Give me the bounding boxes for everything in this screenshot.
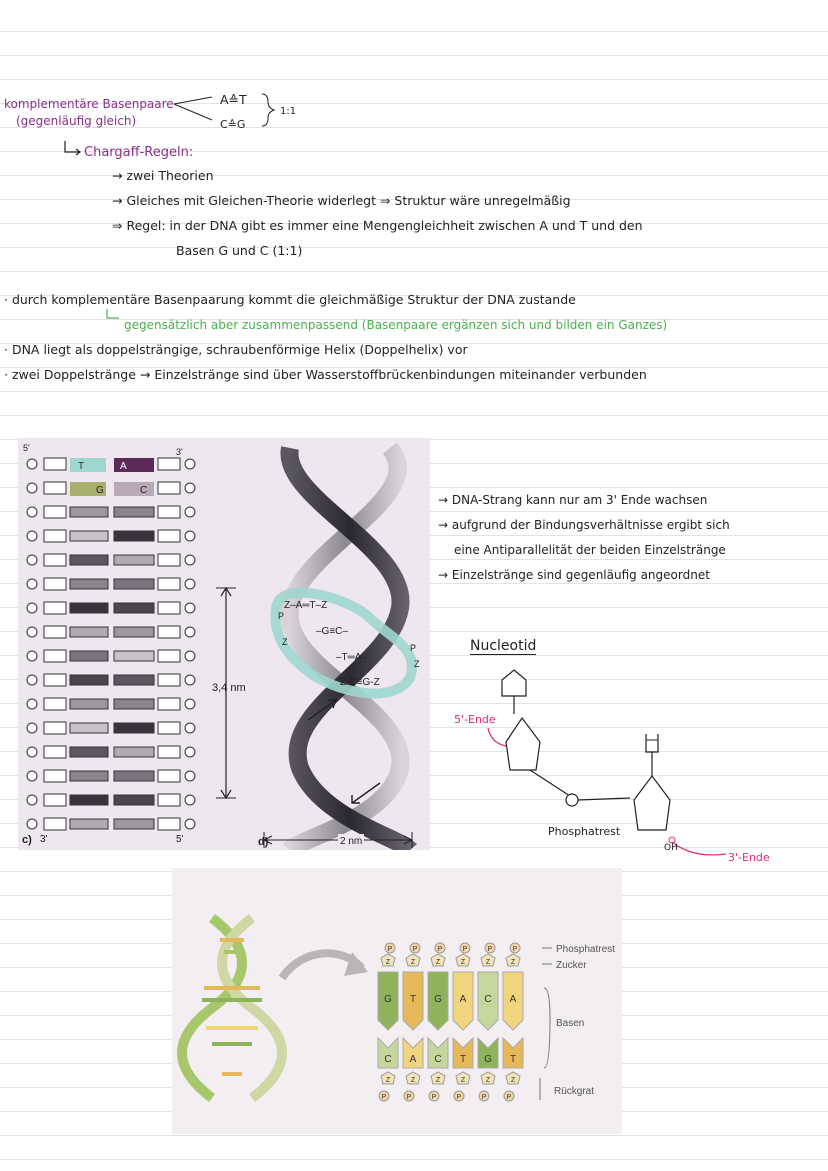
right-note-3: eine Antiparallelität der beiden Einzelstränge <box>454 543 726 557</box>
bottom-sugar-label: Z <box>410 1077 416 1084</box>
ladder-base-right <box>114 819 154 829</box>
top-phosphate-label: P <box>462 946 468 953</box>
phosphat-label: Phosphatrest <box>548 825 621 838</box>
top-sugar-label: Z <box>460 959 466 966</box>
ladder-sugar-right <box>158 818 180 830</box>
ladder-phosphate-right <box>185 747 195 757</box>
ladder-sugar-right <box>158 650 180 662</box>
ladder-base-right <box>114 747 154 757</box>
ladder-sugar-left <box>44 794 66 806</box>
ladder-sugar-right <box>158 698 180 710</box>
ladder-base-left <box>70 555 108 565</box>
ladder-phosphate-right <box>185 531 195 541</box>
bottom-strand-diagram <box>362 940 542 1110</box>
ladder-sugar-right <box>158 482 180 494</box>
bottom-sugar-label: Z <box>460 1077 466 1084</box>
ladder-base-left <box>70 795 108 805</box>
ladder-base-right <box>114 699 154 709</box>
arrow-down-right-icon <box>104 308 124 324</box>
ladder-base-left <box>70 603 108 613</box>
ladder-base-left <box>70 627 108 637</box>
ladder-phosphate-left <box>27 723 37 733</box>
ladder-sugar-right <box>158 506 180 518</box>
oh-label: OH <box>664 843 678 853</box>
bottom-base-label: T <box>509 1054 517 1065</box>
bottom-sugar-label: Z <box>485 1077 491 1084</box>
ladder-sugar-left <box>44 698 66 710</box>
ladder-sugar-left <box>44 578 66 590</box>
ladder-phosphate-left <box>27 675 37 685</box>
arrow-down-right-icon <box>62 140 84 158</box>
figure-d-helix <box>240 438 430 850</box>
ladder-phosphate-right <box>185 771 195 781</box>
top-phosphate-label: P <box>387 946 393 953</box>
ladder-phosphate-left <box>27 531 37 541</box>
ladder-sugar-right <box>158 554 180 566</box>
top-base-label: G <box>384 994 392 1005</box>
three-prime-top-label: 3' <box>176 447 183 457</box>
top-phosphate-label: P <box>412 946 418 953</box>
helix-row-2: –G≡C– <box>316 626 348 637</box>
ladder-sugar-right <box>158 626 180 638</box>
ladder-sugar-left <box>44 458 66 470</box>
ladder-base-right <box>114 771 154 781</box>
ladder-base-left <box>70 747 108 757</box>
bottom-sugar-label: Z <box>510 1077 516 1084</box>
ladder-sugar-right <box>158 578 180 590</box>
helix-z-right: Z <box>414 659 420 669</box>
helix-p-left: P <box>278 611 285 621</box>
ladder-phosphate-left <box>27 459 37 469</box>
nucleotid-diagram <box>470 660 800 860</box>
height-label: 3,4 nm <box>212 682 246 694</box>
ladder-base-left <box>70 699 108 709</box>
pair-sub-label: (gegenläufig gleich) <box>16 114 137 128</box>
ladder-phosphate-left <box>27 771 37 781</box>
five-prime-bottom-label: 5' <box>176 834 184 845</box>
bottom-sugar-label: Z <box>435 1077 441 1084</box>
bullet-3: · zwei Doppelstränge → Einzelstränge sind über Wasserstoffbrückenbindungen miteinander verbunden <box>4 367 647 382</box>
ratio-label: 1:1 <box>280 106 297 117</box>
chargaff-line-3: ⇒ Regel: in der DNA gibt es immer eine Mengengleichheit zwischen A und T und den <box>112 218 643 233</box>
top-base-label: G <box>434 994 442 1005</box>
ladder-phosphate-left <box>27 819 37 829</box>
nucleotid-title: Nucleotid <box>470 638 537 654</box>
five-prime-top-label: 5' <box>23 443 30 453</box>
ladder-phosphate-right <box>185 483 195 493</box>
bullet-2: · DNA liegt als doppelsträngige, schraubenförmige Helix (Doppelhelix) vor <box>4 342 468 357</box>
ladder-base-left <box>70 819 108 829</box>
ladder-phosphate-right <box>185 507 195 517</box>
ladder-base-left <box>70 723 108 733</box>
top-sugar-label: Z <box>485 959 491 966</box>
chargaff-line-2: → Gleiches mit Gleichen-Theorie widerlegt ⇒ Struktur wäre unregelmäßig <box>112 193 571 208</box>
ladder-sugar-right <box>158 602 180 614</box>
ladder-phosphate-left <box>27 555 37 565</box>
bottom-base-label: C <box>434 1054 442 1065</box>
ladder-phosphate-right <box>185 795 195 805</box>
base-a-label: A <box>120 461 127 472</box>
bottom-phosphate-label: P <box>506 1094 512 1101</box>
top-base-label: T <box>409 994 417 1005</box>
ladder-sugar-left <box>44 674 66 686</box>
bottom-base-label: T <box>459 1054 467 1065</box>
ladder-base-left <box>70 771 108 781</box>
ladder-base-left <box>70 507 108 517</box>
ladder-sugar-right <box>158 674 180 686</box>
width-label: 2 nm <box>338 834 364 850</box>
top-base-label: A <box>509 994 517 1005</box>
ladder-base-right <box>114 507 154 517</box>
chargaff-line-1: → zwei Theorien <box>112 168 214 183</box>
helix-p-right: P <box>410 643 417 653</box>
ladder-base-left <box>70 579 108 589</box>
zucker-label: Zucker <box>556 960 587 971</box>
top-base-label: C <box>484 994 492 1005</box>
ladder-phosphate-left <box>27 795 37 805</box>
ladder-phosphate-left <box>27 699 37 709</box>
ladder-phosphate-right <box>185 459 195 469</box>
top-phosphate-label: P <box>487 946 493 953</box>
chargaff-title: Chargaff-Regeln: <box>84 145 194 160</box>
ladder-sugar-left <box>44 506 66 518</box>
bottom-base-label: A <box>409 1054 417 1065</box>
phosphatrest-label: Phosphatrest <box>556 944 615 955</box>
top-sugar-label: Z <box>510 959 516 966</box>
ladder-base-right <box>114 555 154 565</box>
helix-row-1: Z–A═T–Z <box>284 600 328 611</box>
top-sugar-label: Z <box>410 959 416 966</box>
pair-label: komplementäre Basenpaare <box>4 97 174 111</box>
ladder-phosphate-left <box>27 747 37 757</box>
bottom-phosphate-label: P <box>456 1094 462 1101</box>
right-note-2: → aufgrund der Bindungsverhältnisse ergibt sich <box>438 518 730 532</box>
bottom-phosphate-label: P <box>381 1094 387 1101</box>
ladder-sugar-left <box>44 626 66 638</box>
ladder-sugar-right <box>158 794 180 806</box>
ladder-phosphate-left <box>27 603 37 613</box>
bottom-phosphate-label: P <box>431 1094 437 1101</box>
right-note-1: → DNA-Strang kann nur am 3' Ende wachsen <box>438 493 708 507</box>
three-prime-bottom-label: 3' <box>40 834 48 845</box>
ladder-phosphate-right <box>185 603 195 613</box>
bottom-phosphate-label: P <box>406 1094 412 1101</box>
label-c: c) <box>22 834 32 846</box>
ladder-base-right <box>114 579 154 589</box>
ladder-sugar-left <box>44 770 66 782</box>
ladder-phosphate-right <box>185 699 195 709</box>
five-end-label: 5'-Ende <box>454 713 496 726</box>
ladder-base-right <box>114 675 154 685</box>
pair-at: A≙T <box>220 92 247 107</box>
top-phosphate-label: P <box>437 946 443 953</box>
top-sugar-label: Z <box>435 959 441 966</box>
top-sugar-label: Z <box>385 959 391 966</box>
ladder-sugar-left <box>44 722 66 734</box>
bottom-sugar-label: Z <box>385 1077 391 1084</box>
bottom-phosphate-label: P <box>481 1094 487 1101</box>
ladder-base-right <box>114 651 154 661</box>
ladder-sugar-left <box>44 650 66 662</box>
ladder-sugar-left <box>44 746 66 758</box>
ladder-phosphate-right <box>185 819 195 829</box>
ladder-base-right <box>114 627 154 637</box>
ladder-sugar-left <box>44 554 66 566</box>
ladder-sugar-right <box>158 530 180 542</box>
ladder-sugar-left <box>44 530 66 542</box>
ladder-phosphate-left <box>27 579 37 589</box>
bullet-1-sub: gegensätzlich aber zusammenpassend (Basenpaare ergänzen sich und bilden ein Ganzes) <box>124 318 668 332</box>
helix-z-left: Z <box>282 637 288 647</box>
ladder-phosphate-left <box>27 483 37 493</box>
rueckgrat-label: Rückgrat <box>554 1086 595 1097</box>
ladder-phosphate-left <box>27 507 37 517</box>
ladder-base-left <box>70 675 108 685</box>
base-c-label: C <box>140 485 148 496</box>
top-base-label: A <box>459 994 467 1005</box>
bottom-base-label: G <box>484 1054 492 1065</box>
ladder-phosphate-right <box>185 651 195 661</box>
top-phosphate-label: P <box>512 946 518 953</box>
ladder-phosphate-left <box>27 627 37 637</box>
ladder-phosphate-right <box>185 579 195 589</box>
base-g-label: G <box>96 485 104 496</box>
ladder-phosphate-right <box>185 723 195 733</box>
pair-cg: C≙G <box>220 118 246 131</box>
helix-row-3: –T═A– <box>336 652 367 663</box>
ladder-sugar-right <box>158 722 180 734</box>
bullet-1: · durch komplementäre Basenpaarung kommt die gleichmäßige Struktur der DNA zustande <box>4 292 576 307</box>
chargaff-line-3b: Basen G und C (1:1) <box>176 243 303 258</box>
ladder-base-right <box>114 723 154 733</box>
ladder-base-left <box>70 531 108 541</box>
bottom-base-label: C <box>384 1054 392 1065</box>
ladder-sugar-left <box>44 602 66 614</box>
ladder-phosphate-left <box>27 651 37 661</box>
basen-label: Basen <box>556 1018 585 1029</box>
ladder-phosphate-right <box>185 675 195 685</box>
ladder-sugar-right <box>158 746 180 758</box>
right-note-4: → Einzelstränge sind gegenläufig angeordnet <box>438 568 710 582</box>
helix-row-4: Z-C≡G-Z <box>340 677 380 688</box>
ladder-phosphate-right <box>185 627 195 637</box>
label-d: d) <box>258 836 269 848</box>
ladder-sugar-left <box>44 818 66 830</box>
three-end-label: 3'-Ende <box>728 851 770 864</box>
ladder-base-right <box>114 795 154 805</box>
ladder-phosphate-right <box>185 555 195 565</box>
ladder-sugar-right <box>158 770 180 782</box>
ladder-base-left <box>70 651 108 661</box>
ladder-base-right <box>114 531 154 541</box>
base-t-label: T <box>78 461 85 472</box>
ladder-sugar-left <box>44 482 66 494</box>
ladder-base-right <box>114 603 154 613</box>
